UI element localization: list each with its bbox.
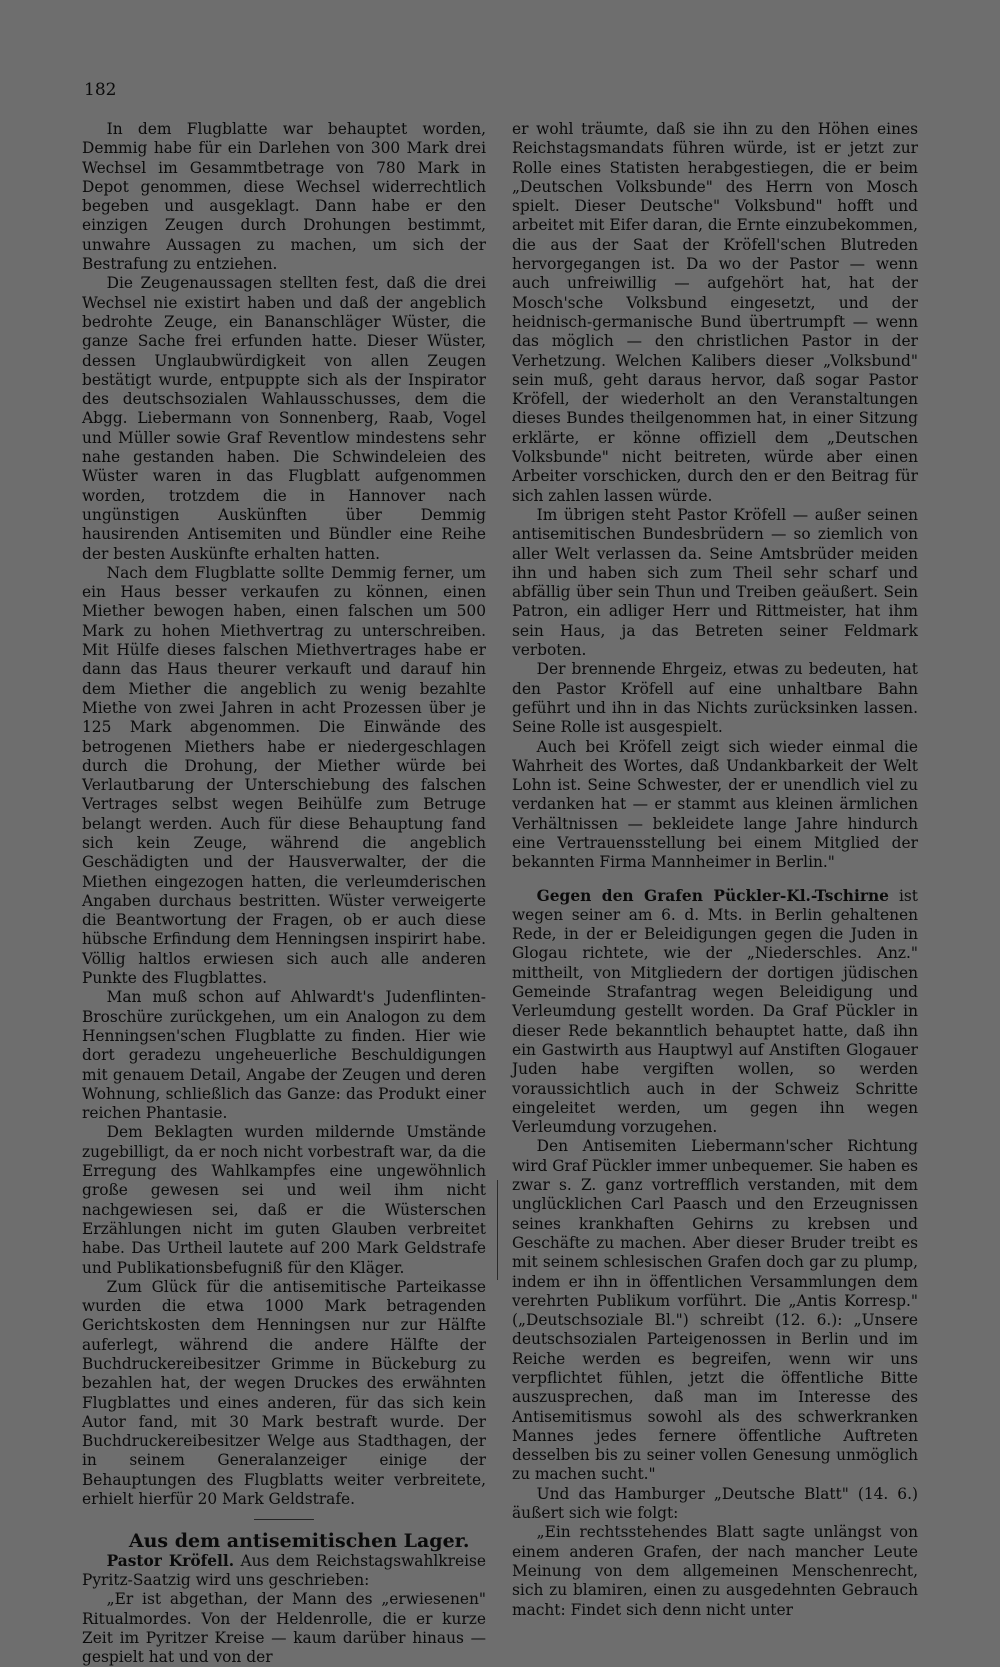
section-divider [254,1519,314,1520]
paragraph [512,887,918,1138]
paragraph: Der brennende Ehrgeiz, etwas zu bedeuten, hat den Pastor Kröfell auf eine unhaltbare Bahn geführt und ihn in das Nichts zurücksinken lassen. Seine Rolle ist ausgespielt. [512,660,918,737]
subheading: Gegen den Grafen Pückler-Kl.-Tschirne [536,886,889,905]
paragraph: Die Zeugenaussagen stellten fest, daß die drei Wechsel nie existirt haben und daß der angeblich bedrohte Zeuge, ein Bananschläger Wüster, die ganze Sache frei erfunden hatte. Dieser Wüster, dessen Unglaubwürdigkeit von allen Zeugen bestätigt wurde, entpuppte sich als der Inspirator des deutschsozialen Wahlausschusses, dem die Abgg. Liebermann von Sonnenberg, Raab, Vogel und Müller sowie Graf Reventlow mindestens sehr nahe gestanden haben. Die Schwindeleien des Wüster waren in das Flugblatt aufgenommen worden, trotzdem die in Hannover nach ungünstigen Auskünften über Demmig hausirenden Antisemiten und Bündler eine Reihe der besten Auskünfte erhalten hatten. [82,274,486,563]
paragraph: er wohl träumte, daß sie ihn zu den Höhen eines Reichstagsmandats führen würde, ist er jetzt zur Rolle eines Statisten herabgestiegen, die er beim „Deutschen Volksbunde" des Herrn von Mosch spielt. Dieser Deutsche" Volksbund" hofft und arbeitet mit Eifer daran, die Ernte einzubekommen, die aus der Saat der Kröfell'schen Blutreden hervorgegangen ist. Da wo der Pastor — wenn auch unfreiwillig — aufgehört hat, hat der Mosch'sche Volksbund eingesetzt, und der heidnisch-germanische Bund übertrumpft — wenn das möglich — den christlichen Pastor in der Verhetzung. Welchen Kalibers dieser „Volksbund" sein muß, geht daraus hervor, daß sogar Pastor Kröfell, der wiederholt an den Veranstaltungen dieses Bundes theilgenommen hat, in einer Sitzung erklärte, er könne offiziell dem „Deutschen Volksbunde" nicht beitreten, würde aber einen Arbeiter vorschicken, durch den er den Beitrag für sich zahlen lassen würde. [512,120,918,505]
paragraph-text: Aus dem Reichstagswahlkreise Pyritz-Saatzig wird uns geschrieben: [82,1551,486,1589]
paragraph: Und das Hamburger „Deutsche Blatt" (14. 6.) äußert sich wie folgt: [512,1484,918,1523]
page-number: 182 [84,80,117,100]
paragraph: Dem Beklagten wurden mildernde Umstände zugebilligt, da er noch nicht vorbestraft war, da die Erregung des Wahlkampfes eine ungewöhnlich große gewesen sei und weil ihm nicht nachgewiesen sei, daß er die Wüsterschen Erzählungen nicht im guten Glauben verbreitet habe. Das Urtheil lautete auf 200 Mark Geldstrafe und Publikationsbefugniß für den Kläger. [82,1123,486,1277]
left-column [82,120,486,1667]
paragraph: Auch bei Kröfell zeigt sich wieder einmal die Wahrheit des Wortes, daß Undankbarkeit der Welt Lohn ist. Seine Schwester, der er unendlich viel zu verdanken hat — er stammt aus kleinen ärmlichen Verhältnissen — bekleidete lange Jahre hindurch eine Vertrauensstellung bei einem Mitglied der bekannten Firma Mannheimer in Berlin." [512,737,918,872]
paragraph: „Ein rechtsstehendes Blatt sagte unlängst von einem anderen Grafen, der nach mancher Leute Meinung von dem allgemeinen Menschenrecht, sich zu blamiren, einen zu ausgedehnten Gebrauch macht: Findet sich denn nicht unter [512,1523,918,1619]
paragraph: Man muß schon auf Ahlwardt's Judenflinten-Broschüre zurückgehen, um ein Analogon zu dem Henningsen'schen Flugblatte zu finden. Hier wie dort geradezu ungeheuerliche Beschuldigungen mit genauem Detail, Angabe der Zeugen und deren Wohnung, schließlich das Ganze: das Produkt einer reichen Phantasie. [82,988,486,1123]
paragraph: Zum Glück für die antisemitische Parteikasse wurden die etwa 1000 Mark betragenden Gerichtskosten dem Henningsen nur zur Hälfte auferlegt, während die andere Hälfte der Buchdruckereibesitzer Grimme in Bückeburg zu bezahlen hat, der wegen Druckes des erwähnten Flugblattes und eines anderen, für das sich kein Autor fand, mit 30 Mark bestraft wurde. Der Buchdruckereibesitzer Welge aus Stadthagen, der in seinem Generalanzeiger einige der Behauptungen des Flugblatts weiter verbreitete, erhielt hierfür 20 Mark Geldstrafe. [82,1277,486,1509]
paragraph: Im übrigen steht Pastor Kröfell — außer seinen antisemitischen Bundesbrüdern — so ziemlich von aller Welt verlassen da. Seine Amtsbrüder meiden ihn und haben sich zum Theil sehr scharf und abfällig über sein Thun und Treiben geäußert. Sein Patron, ein adliger Herr und Rittmeister, hat ihm sein Haus, ja das Betreten seiner Feldmark verboten. [512,505,918,660]
column-divider [497,1180,499,1280]
paragraph: „Er ist abgethan, der Mann des „erwiesenen" Ritualmordes. Von der Heldenrolle, die er kurze Zeit im Pyritzer Kreise — kaum darüber hinaus — gespielt hat und von der [82,1590,486,1667]
subheading: Pastor Kröfell. [106,1551,235,1570]
paragraph-text: ist wegen seiner am 6. d. Mts. in Berlin gehaltenen Rede, in der er Beleidigungen gegen die Juden in Glogau richtete, wie der „Niederschles. Anz." mittheilt, von Mitgliedern der dortigen jüdischen Gemeinde Strafantrag wegen Beleidigung und Verleumdung gestellt worden. Da Graf Pückler in dieser Rede bekanntlich behauptet hatte, daß ihn ein Gastwirth aus Hauptwyl auf Anstiften Glogauer Juden habe vergiften wollen, so werden voraussichtlich auch in der Schweiz Schritte eingeleitet werden, um gegen ihn wegen Verleumdung vorzugehen. [512,886,918,1137]
paragraph: Nach dem Flugblatte sollte Demmig ferner, um ein Haus besser verkaufen zu können, einen Miether bewogen haben, einen falschen um 500 Mark zu hohen Miethvertrag zu unterschreiben. Mit Hülfe dieses falschen Miethvertrages habe er dann das Haus theurer verkauft und darauf hin dem Miether die angeblich zu wenig bezahlte Miethe von zwei Jahren in acht Prozessen über je 125 Mark abgenommen. Die Einwände des betrogenen Miethers habe er niedergeschlagen durch die Drohung, der Miether würde bei Verlautbarung der Unterschiebung des falschen Vertrages selbst wegen Beihülfe zum Betruge belangt werden. Auch für diese Behauptung fand sich kein Zeuge, während die angeblich Geschädigten und der Hausverwalter, der die Miethen eingezogen hatten, die verleumderischen Angaben durchaus bestritten. Wüster verweigerte die Beantwortung der Fragen, ob er auch diese hübsche Erfindung dem Henningsen inspirirt habe. Völlig haltlos erwiesen sich auch alle anderen Punkte des Flugblattes. [82,563,486,988]
paragraph [82,1552,486,1591]
paragraph: In dem Flugblatte war behauptet worden, Demmig habe für ein Darlehen von 300 Mark drei Wechsel im Gesammtbetrage von 780 Mark in Depot genommen, diese Wechsel widerrechtlich begeben und ausgeklagt. Dann habe er den einzigen Zeugen durch Drohungen bestimmt, unwahre Aussagen zu machen, um sich der Bestrafung zu entziehen. [82,120,486,274]
right-column [512,120,918,1620]
section-title: Aus dem antisemitischen Lager. [128,1530,470,1553]
paragraph: Den Antisemiten Liebermann'scher Richtung wird Graf Pückler immer unbequemer. Sie haben es zwar s. Z. ganz vortrefflich verstanden, mit dem unglücklichen Carl Paasch und den Erzeugnissen seines krankhaften Gehirns zu krebsen und Geschäfte zu machen. Aber dieser Bruder treibt es mit seinem schlesischen Grafen doch gar zu plump, indem er ihn in öffentlichen Versammlungen dem verehrten Publikum vorführt. Die „Antis Korresp." („Deutschsoziale Bl.") schreibt (12. 6.): „Unsere deutschsozialen Parteigenossen in Berlin und im Reiche werden es begreifen, wenn wir uns verpflichtet fühlen, jetzt die öffentliche Bitte auszusprechen, daß man im Interesse des Antisemitismus sowohl als des schwerkranken Mannes jedes fernere öffentliche Auftreten desselben bis zu seiner vollen Genesung unmöglich zu machen sucht." [512,1137,918,1484]
